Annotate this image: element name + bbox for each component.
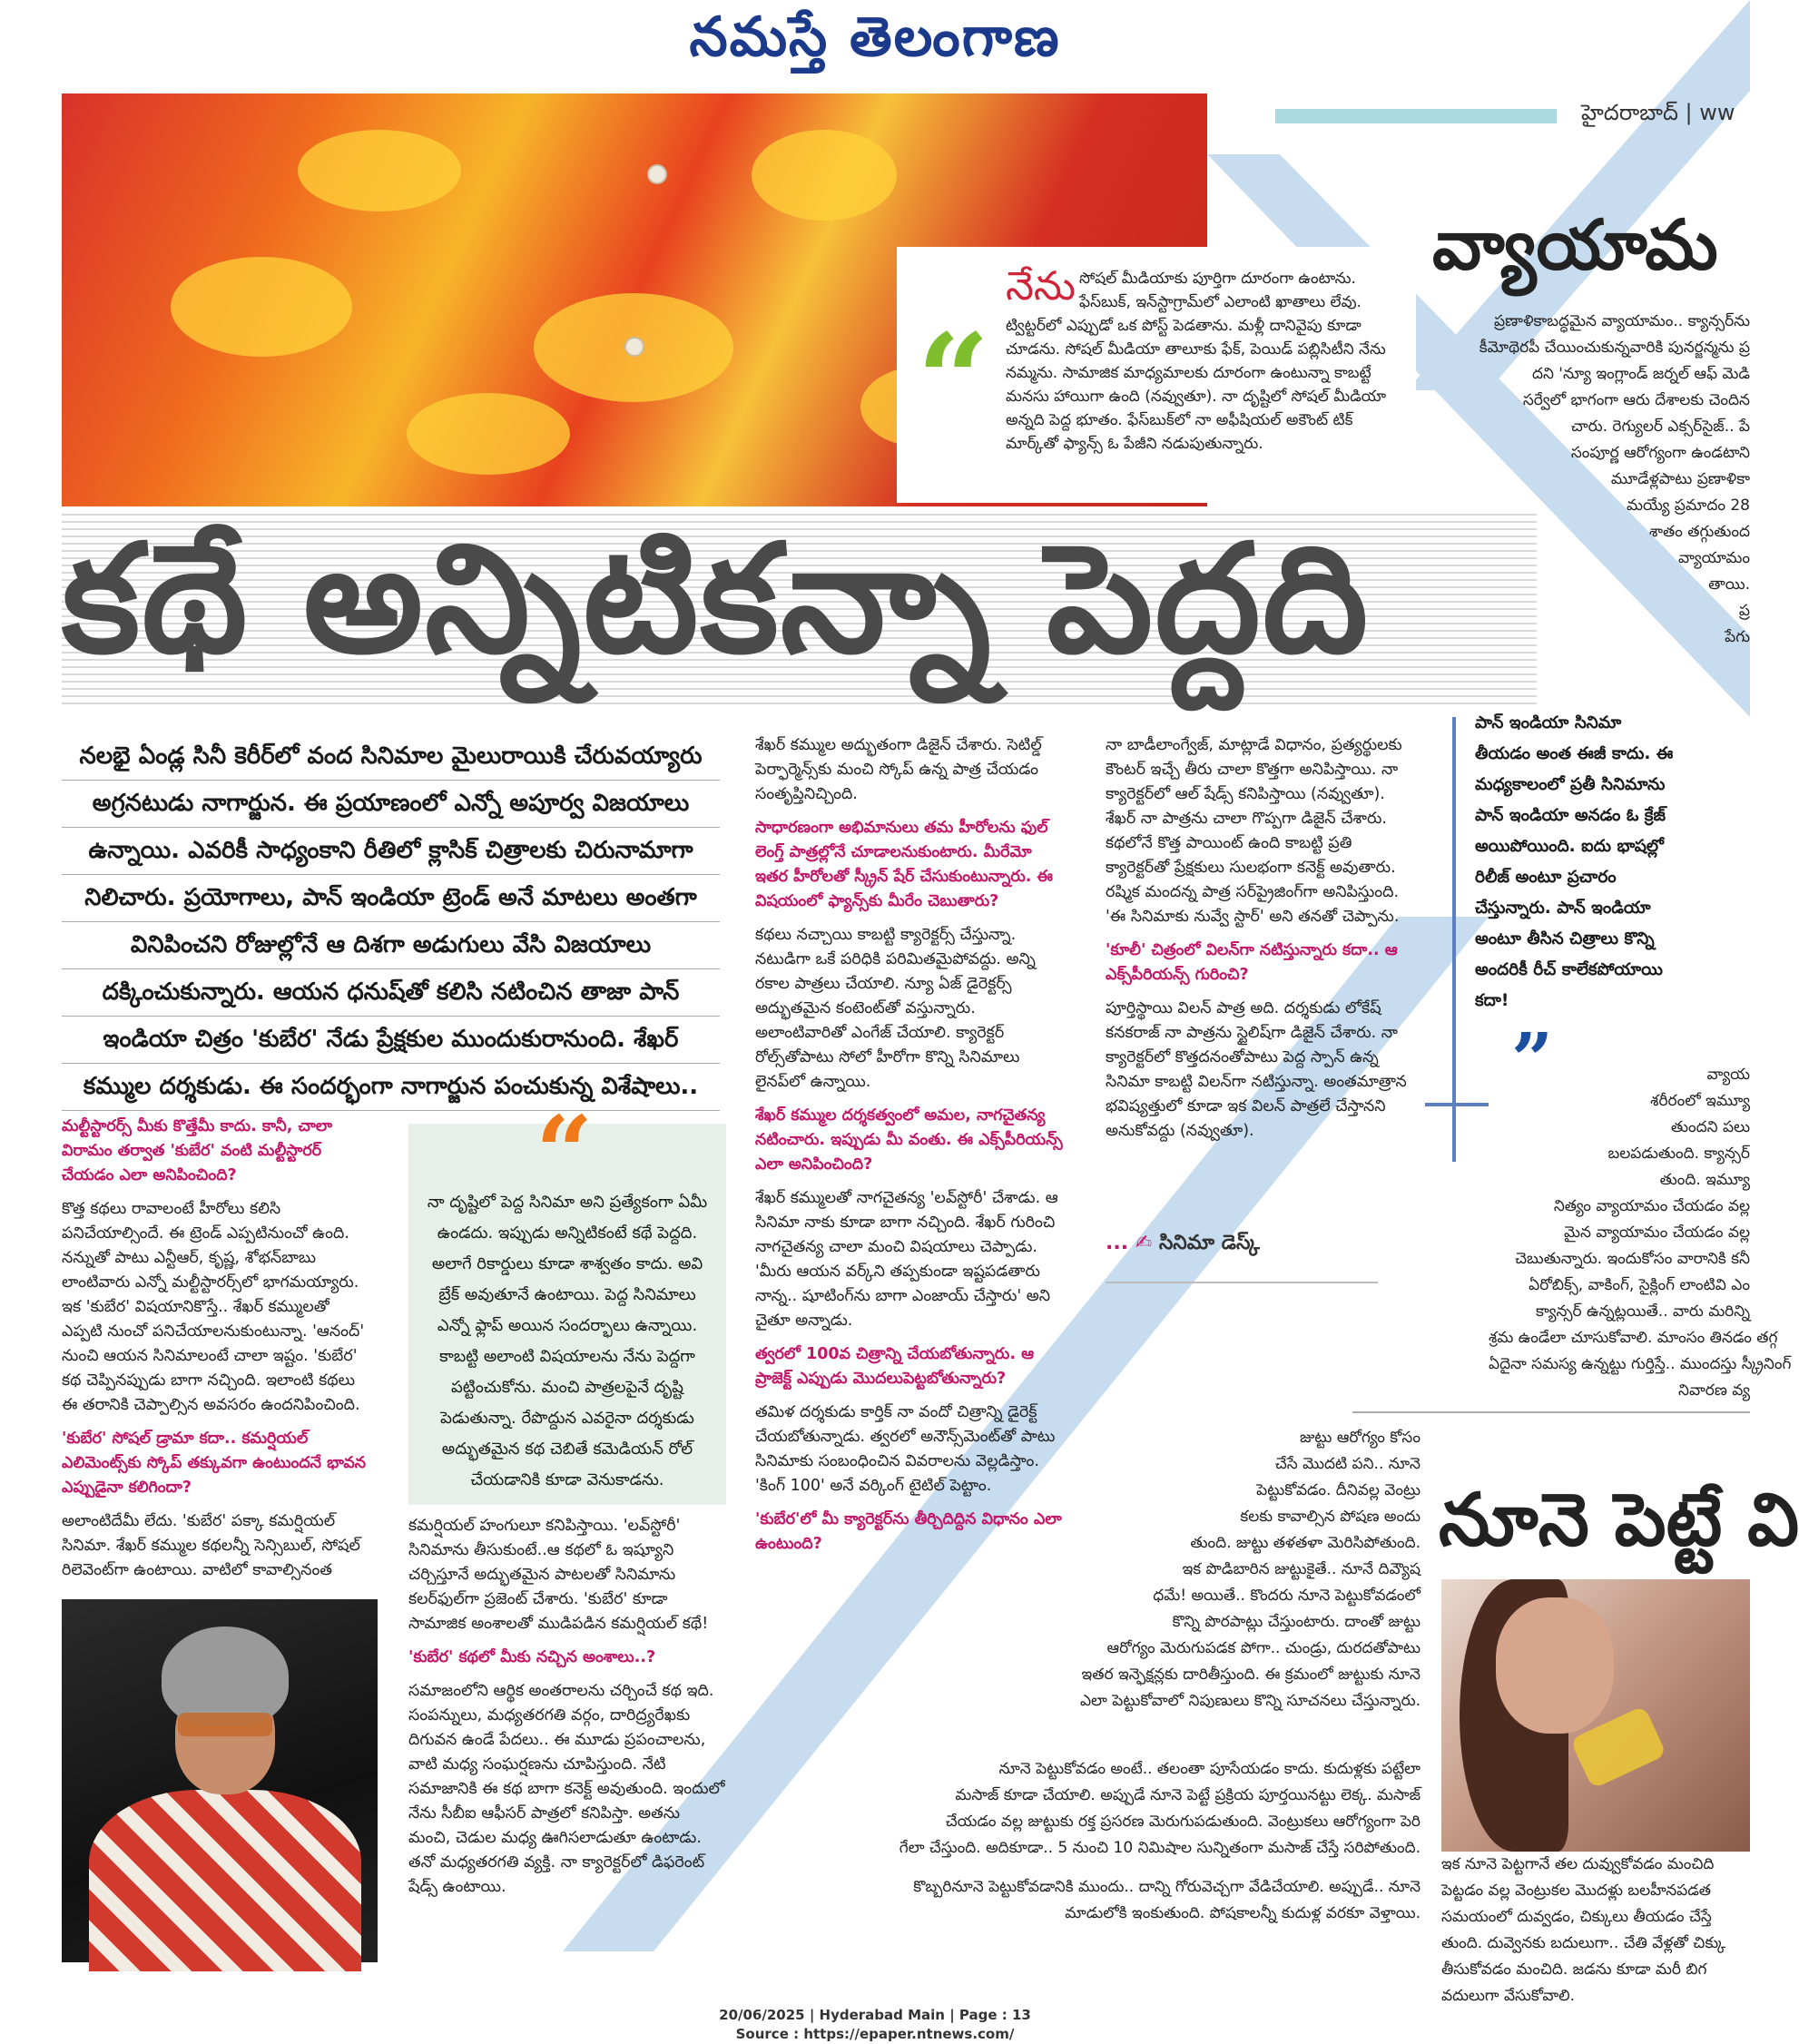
text-line: వ్యాయామం	[1678, 549, 1750, 567]
quote-close-icon: ”	[1511, 1017, 1554, 1102]
text-line: వదులుగా వేసుకోవాలి.	[1441, 1987, 1576, 2005]
divider	[1352, 1411, 1750, 1413]
answer: కొత్త కథలు రావాలంటే హీరోలు కలిసి పనిచేయాల్సిందే. ఈ ట్రెండ్ ఎప్పటినుంచో ఉంది. నన్నుతో పాటు ఎన్టీఆర్, కృష్ణ, శోభన్‌బాబు లాంటివారు ఎన్నో మల్టీస్టారర్స్‌లో భాగమయ్యారు. ఇక 'కుబేర' విషయానికొస్తే.. శేఖర్ కమ్ములతో ఎప్పటి నుంచో పనిచేయాలనుకుంటున్నా. 'ఆనంద్' నుంచి ఆయన సినిమాలంటే చాలా ఇష్టం. 'కుబేర' కథ చెప్పినప్పుడు బాగా నచ్చింది. ఇలాంటి కథలు ఈ తరానికి చెప్పాల్సిన అవసరం ఉందనిపించింది.	[62, 1200, 365, 1414]
text-line	[781, 1862, 1421, 1874]
text-line: తాయి.	[1708, 575, 1750, 594]
footer	[0, 2006, 1750, 2044]
text-line: మయ్యే ప్రమాదం 28	[1626, 496, 1750, 515]
side-headline-exercise: వ్యాయామ	[1432, 204, 1718, 285]
text-line: శాతం తగ్గుతుంద	[1649, 523, 1750, 541]
text-line: ప్ర	[1738, 602, 1750, 620]
column-2	[408, 1514, 726, 1909]
answer: శేఖర్ కమ్ములతో నాగచైతన్య 'లవ్‌స్టోరీ' చేశాడు. ఆ సినిమా నాకు కూడా బాగా నచ్చింది. శేఖర్ గురించి నాగచైతన్య చాలా మంచి విషయాలు చెప్పాడు. 'మీరు ఆయన వర్క్‌ని తప్పకుండా ఇష్టపడతారు నాన్న.. షూటింగ్‌ను బాగా ఎంజాయ్ చేస్తారు' అని చైతూ అన్నాడు.	[755, 1189, 1058, 1330]
answer: తమిళ దర్శకుడు కార్తిక్ నా వందో చిత్రాన్ని డైరెక్ట్ చేయబోతున్నాడు. త్వరలో అనౌన్స్‌మెంట్‌తో పాటు సినిమాకు సంబంధించిన వివరాలను వెల్లడిస్తాం. 'కింగ్ 100' అనే వర్కింగ్ టైటిల్ పెట్టాం.	[755, 1403, 1056, 1495]
text-line: ఆరోగ్యం మెరుగుపడక పోగా.. చుండ్రు, దురదతోపాటు	[1106, 1639, 1421, 1657]
text-line: తుంది. ఇమ్యూ	[1659, 1171, 1750, 1189]
answer: సమాజంలోని ఆర్థిక అంతరాలను చర్చించే కథ ఇది. సంపన్నులు, మధ్యతరగతి వర్గం, దారిద్ర్యరేఖకు దిగువన ఉండే పేదలు.. ఈ మూడు ప్రపంచాలను, వాటి మధ్య సంఘర్షణను చూపిస్తుంది. నేటి సమాజానికి ఈ కథ బాగా కనెక్ట్ అవుతుంది. ఇందులో నేను సీబీఐ ఆఫీసర్ పాత్రలో కనిపిస్తా. అతను మంచి, చెడుల మధ్య ఊగిసలాడుతూ ఉంటాడు. తనో మధ్యతరగతి వ్యక్తి. నా క్యారెక్టర్‌లో డిఫరెంట్ షేడ్స్ ఉంటాయి.	[408, 1682, 725, 1896]
city-label: హైదరాబాద్ | ww	[1581, 100, 1735, 125]
text-line: మూడేళ్లపాటు ప్రణాళికా	[1610, 470, 1750, 488]
text-line: నిత్యం వ్యాయామం చేయడం వల్ల	[1553, 1197, 1750, 1215]
main-headline-band	[62, 508, 1537, 708]
question: త్వరలో 100వ చిత్రాన్ని చేయబోతున్నారు. ఆ ప్రాజెక్ట్ ఎప్పుడు మొదలుపెట్టబోతున్నారు?	[755, 1345, 1035, 1388]
intro-line: దక్కించుకున్నారు. ఆయన ధనుష్‌తో కలిసి నటించిన తాజా పాన్	[62, 969, 720, 1017]
byline-dots: ...	[1106, 1232, 1129, 1254]
text-line: ప్రణాళికాబద్ధమైన వ్యాయామం.. క్యాన్సర్‌ను	[1493, 312, 1750, 330]
side-article-exercise-cont	[1489, 1062, 1792, 1404]
intro-line: ఇండియా చిత్రం 'కుబేర' నేడు ప్రేక్షకుల ముందుకురానుంది. శేఖర్	[62, 1017, 720, 1064]
text-line: దని 'న్యూ ఇంగ్లాండ్ జర్నల్ ఆఫ్ మెడి	[1531, 365, 1750, 383]
answer: శేఖర్ కమ్ముల అద్భుతంగా డిజైన్ చేశారు. సెటిల్డ్ పెర్ఫార్మెన్స్‌కు మంచి స్కోప్ ఉన్న పాత్ర చేయడం సంతృప్తినిచ్చింది.	[755, 736, 1042, 803]
text-line: చేయడం వల్ల జుట్టుకు రక్త ప్రసరణ మెరుగుపడుతుంది. వెంట్రుకలు ఆరోగ్యంగా పెరి	[945, 1813, 1421, 1831]
text-line: క్యాన్సర్ ఉన్నట్లయితే.. వారు మరిన్ని	[1536, 1302, 1750, 1321]
divider	[1106, 1282, 1378, 1283]
text-line: మైన వ్యాయామం చేయడం వల్ల	[1564, 1223, 1750, 1242]
text-line: సంపూర్ణ ఆరోగ్యంగా ఉండటాని	[1570, 444, 1750, 462]
pen-icon: ✍	[1135, 1232, 1153, 1254]
footer-source: Source : https://epaper.ntnews.com/	[735, 2026, 1015, 2042]
text-line: జుట్టు ఆరోగ్యం కోసం	[1299, 1429, 1421, 1447]
column-4	[1106, 733, 1419, 1153]
text-line: సర్వేలో భాగంగా ఆరు దేశాలకు చెందిన	[1522, 391, 1750, 409]
byline	[1106, 1232, 1260, 1259]
answer: కథలు నచ్చాయి కాబట్టి క్యారెక్టర్స్ చేస్తున్నా. నటుడిగా ఒకే పరిధికి పరిమితమైపోవద్దు. అన్ని రకాల పాత్రలు చేయాలి. న్యూ ఏజ్ డైరెక్టర్స్ అద్భుతమైన కంటెంట్‌తో వస్తున్నారు. అలాంటివారితో ఎంగేజ్ చేయాలి. క్యారెక్టర్ రోల్స్‌తోపాటు సోలో హీరోగా కొన్ని సినిమాలు లైనప్‌లో ఉన్నాయి.	[755, 926, 1036, 1091]
quote-open-orange-icon: “	[536, 1094, 594, 1211]
text-line: ఇక పొడిబారిన జుట్టుకైతే.. నూనే దివ్యౌష	[1182, 1560, 1421, 1578]
text-line: తుంది. జుట్టు తళతళా మెరిసిపోతుంది.	[1190, 1534, 1421, 1552]
nagarjuna-photo	[62, 1599, 378, 1962]
question: మల్టీస్టారర్స్ మీకు కొత్తేమీ కాదు. కానీ, చాలా విరామం తర్వాత 'కుబేర' వంటి మల్టీస్టారర్ చేయడం ఎలా అనిపించింది?	[62, 1117, 333, 1184]
text-line: కీమోథెరపీ చేయించుకున్నవారికి పునర్జన్మను ప్ర	[1479, 339, 1750, 357]
text-line: శరీరంలో ఇమ్యూ	[1650, 1092, 1750, 1110]
intro-line: వినిపించని రోజుల్లోనే ఆ దిశగా అడుగులు వేసి విజయాలు	[62, 922, 720, 969]
text-line: కొబ్బరినూనె పెట్టుకోవడానికి ముందు.. దాన్ని గోరువెచ్చగా వేడిచేయాలి. అప్పుడే.. నూనె	[913, 1878, 1421, 1896]
column-1	[62, 1115, 375, 1592]
text-line: ఏదైనా సమస్య ఉన్నట్టు గుర్తిస్తే.. ముందస్తు స్క్రీనింగ్	[1489, 1355, 1792, 1373]
text-line: ఇక నూనె పెట్టగానే తల దువ్వుకోవడం మంచిది	[1441, 1855, 1715, 1873]
byline-text: సినిమా డెస్క్	[1158, 1232, 1260, 1254]
text-line: ఎలా పెట్టుకోవాలో నిపుణులు కొన్ని సూచనలు చేస్తున్నారు.	[1079, 1692, 1421, 1710]
intro-line: అగ్రనటుడు నాగార్జున. ఈ ప్రయాణంలో ఎన్నో అపూర్వ విజయాలు	[62, 781, 720, 828]
text-line: తుంది. దువ్వెనకు బదులుగా.. చేతి వేళ్లతో చిక్కు	[1441, 1934, 1726, 1952]
answer: నా బాడీలాంగ్వేజ్, మాట్లాడే విధానం, ప్రత్యర్థులకు కౌంటర్ ఇచ్చే తీరు చాలా కొత్తగా అనిపిస్తాయి. నా క్యారెక్టర్‌లో ఆల్ షేడ్స్ కనిపిస్తాయి (నవ్వుతూ). శేఖర్ నా పాత్రను చాలా గొప్పగా డిజైన్ చేశారు. కథలోనే కొత్త పాయింట్ ఉంది కాబట్టి ప్రతి క్యారెక్టర్‌తో ప్రేక్షకులు సులభంగా కనెక్ట్ అవుతారు. రష్మిక మందన్న పాత్ర సర్‌ప్రైజింగ్‌గా అనిపిస్తుంది. 'ఈ సినిమాకు నువ్వే స్టార్' అని తనతో చెప్పాను.	[1106, 736, 1402, 926]
answer: అలాంటిదేమీ లేదు. 'కుబేర' పక్కా కమర్షియల్ సినిమా. శేఖర్ కమ్ముల కథలన్నీ సెన్సిబుల్, సోషల్ రిలెవెంట్‌గా ఉంటాయి. వాటిలో కావాల్సినంత	[62, 1512, 360, 1579]
dropcap: నేను	[1006, 263, 1076, 310]
question: సాధారణంగా అభిమానులు తమ హీరోలను ఫుల్ లెంగ్త్ పాత్రల్లోనే చూడాలనుకుంటారు. మీరేమో ఇతర హీరోలతో స్క్రీన్ షేర్ చేసుకుంటున్నారు. ఈ విషయంలో ఫ్యాన్స్‌కు మీరేం చెబుతారు?	[755, 819, 1053, 910]
intro-line: నిలిచారు. ప్రయోగాలు, పాన్ ఇండియా ట్రెండ్ అనే మాటలు అంతగా	[62, 875, 720, 922]
question: 'కుబేర'లో మీ క్యారెక్టర్‌ను తీర్చిదిద్దిన విధానం ఎలా ఉంటుంది?	[755, 1510, 1062, 1553]
text-line: ఇతర ఇన్ఫెక్షన్లకు దారితీస్తుంది. ఈ క్రమంలో జుట్టుకు నూనె	[1081, 1666, 1421, 1684]
oil-body	[781, 1756, 1421, 1927]
text-line: ధమే! అయితే.. కొందరు నూనె పెట్టుకోవడంలో	[1153, 1587, 1421, 1605]
text-line: పేగు	[1725, 628, 1750, 646]
text-line: మసాజ్ కూడా చేయాలి. అప్పుడే నూనె పెట్టే ప్రక్రియ పూర్తయినట్టు లెక్క. మసాజ్	[955, 1786, 1421, 1804]
side-headline-oil: నూనె పెట్టే వి	[1439, 1478, 1799, 1562]
text-line: కలకు కావాల్సిన పోషణ అందు	[1240, 1508, 1421, 1526]
horizontal-rule	[1425, 1103, 1489, 1106]
text-line: ఏరోబిక్స్, వాకింగ్, సైక్లింగ్ లాంటివి ఎం	[1529, 1276, 1750, 1294]
intro-line: కమ్ముల దర్శకుడు. ఈ సందర్భంగా నాగార్జున పంచుకున్న విశేషాలు..	[62, 1064, 720, 1111]
pan-india-quote: పాన్ ఇండియా సినిమా తీయడం అంత ఈజీ కాదు. ఈ మధ్యకాలంలో ప్రతీ సినిమాను పాన్ ఇండియా అనడం ఓ క్రేజ్ అయిపోయింది. ఐదు భాషల్లో రిలీజ్ అంటూ ప్రచారం చేస్తున్నారు. పాన్ ఇండియా అంటూ తీసిన చిత్రాలు కొన్ని అందరికీ రీచ్ కాలేకపోయాయి కదా!	[1475, 713, 1674, 1010]
intro-block	[62, 733, 720, 1111]
text-line: గేలా చేస్తుంది. అదికూడా.. 5 నుంచి 10 నిమిషాల సున్నితంగా మసాజ్ చేస్తే సరిపోతుంది.	[899, 1839, 1421, 1857]
teal-bar	[1275, 109, 1557, 123]
oil-photo	[1441, 1579, 1750, 1852]
text-line: వ్యాయ	[1706, 1066, 1750, 1084]
text-line: నివారణ వ్య	[1678, 1381, 1750, 1400]
text-line: చెబుతున్నారు. ఇందుకోసం వారానికి కనీ	[1515, 1250, 1750, 1268]
oil-right-column	[1441, 1852, 1750, 2010]
text-line: శ్రమ ఉండేలా చూసుకోవాలి. మాంసం తినడం తగ్గ	[1489, 1329, 1778, 1347]
quote-text: సోషల్ మీడియాకు పూర్తిగా దూరంగా ఉంటాను. ఫేస్‌బుక్, ఇన్‌స్టాగ్రామ్‌లో ఎలాంటి ఖాతాలు లేవు. ట్విట్టర్‌లో ఎప్పుడో ఒక పోస్ట్ పెడతాను. మళ్లీ దానివైపు కూడా చూడను. సోషల్ మీడియా తాలూకు ఫేక్, పెయిడ్ పబ్లిసిటీని నేను నమ్మను. సామాజిక మాధ్యమాలకు దూరంగా ఉంటున్నా కాబట్టే మనసు హాయిగా ఉంది (నవ్వుతూ). నా దృష్టిలో సోషల్ మీడియా అన్నది పెద్ద భూతం. ఫేస్‌బుక్‌లో నా అఫీషియల్ అకౌంట్ టిక్ మార్క్‌తో ఫ్యాన్స్ ఓ పేజీని నడుపుతున్నారు.	[1006, 270, 1387, 453]
quote-open-icon: “	[917, 307, 990, 456]
answer: పూర్తిస్థాయి విలన్ పాత్ర అది. దర్శకుడు లోకేష్ కనకరాజ్ నా పాత్రను స్టైలిష్‌గా డిజైన్ చేశారు. నా క్యారెక్టర్‌లో కొత్తదనంతోపాటు పెద్ద స్పాన్ ఉన్న సినిమా కాబట్టి విలన్‌గా నటిస్తున్నా. అంతమాత్రాన భవిష్యత్తులో కూడా ఇక విలన్ పాత్రలే చేస్తానని అనుకోవద్దు (నవ్వుతూ).	[1106, 999, 1407, 1140]
text-line: కొన్ని పొరపాట్లు చేస్తుంటారు. దాంతో జుట్టు	[1172, 1613, 1421, 1631]
main-headline: కథే అన్నిటికన్నా పెద్దది	[62, 512, 1371, 686]
text-line: చేసే మొదటి పని.. నూనె	[1274, 1455, 1421, 1473]
text-line: పెట్టుకోవడం. దీనివల్ల వెంట్రు	[1256, 1481, 1421, 1499]
footer-date-page: 20/06/2025 | Hyderabad Main | Page : 13	[719, 2007, 1031, 2023]
oil-intro	[962, 1425, 1421, 1715]
text-line: చారు. రెగ్యులర్ ఎక్సర్‌సైజ్.. పే	[1570, 418, 1750, 436]
text-line: బలపడుతుంది. క్యాన్సర్	[1607, 1145, 1750, 1163]
question: 'కూలీ' చిత్రంలో విలన్‌గా నటిస్తున్నారు కదా.. ఆ ఎక్స్‌పీరియన్స్ గురించి?	[1106, 941, 1398, 984]
question: 'కుబేర' సోషల్ డ్రామా కదా.. కమర్షియల్ ఎలిమెంట్స్‌కు స్కోప్ తక్కువగా ఉంటుందనే భావన ఎప్పుడైనా కలిగిందా?	[62, 1430, 367, 1497]
text-line: సమయంలో దువ్వడం, చిక్కులు తీయడం చేస్తే	[1441, 1908, 1712, 1926]
text-line: తీసుకోవడం మంచిది. జడను కూడా మరీ బిగ	[1441, 1960, 1707, 1979]
pull-quote-text: నా దృష్టిలో పెద్ద సినిమా అని ప్రత్యేకంగా ఏమీ ఉండదు. ఇప్పుడు అన్నిటికంటే కథే పెద్దది. అలాగే రికార్డులు కూడా శాశ్వతం కాదు. అవి బ్రేక్ అవుతూనే ఉంటాయి. పెద్ద సినిమాలు ఎన్నో ఫ్లాప్ అయిన సందర్భాలు ఉన్నాయి. కాబట్టి అలాంటి విషయాలను నేను పెద్దగా పట్టించుకోను. మంచి పాత్రలపైనే దృష్టి పెడుతున్నా. రేపొద్దున ఎవరైనా దర్శకుడు అద్భుతమైన కథ చెబితే కమెడియన్ రోల్ చేయడానికి కూడా వెనుకాడను.	[427, 1193, 708, 1489]
question: 'కుబేర' కథలో మీకు నచ్చిన అంశాలు..?	[408, 1648, 656, 1666]
text-line: తుందని పలు	[1670, 1118, 1750, 1136]
text-line: పెట్టడం వల్ల వెంట్రుకల మొదళ్లు బలహీనపడత	[1441, 1882, 1712, 1900]
question: శేఖర్ కమ్ముల దర్శకత్వంలో అమల, నాగచైతన్య నటించారు. ఇప్పుడు మీ వంతు. ఈ ఎక్స్‌పీరియన్స్ ఎలా అనిపించింది?	[755, 1106, 1063, 1174]
intro-line: ఉన్నాయి. ఎవరికీ సాధ్యంకాని రీతిలో క్లాసిక్ చిత్రాలకు చిరునామాగా	[62, 828, 720, 875]
vertical-rule	[1452, 717, 1456, 1162]
answer: కమర్షియల్ హంగులూ కనిపిస్తాయి. 'లవ్‌స్టోరీ' సినిమాను తీసుకుంటే..ఆ కథలో ఓ ఇష్యూని చర్చిస్తూనే అద్భుతమైన పాటలతో సినిమాను కలర్‌ఫుల్‌గా ప్రజెంట్ చేశారు. 'కుబేర' కూడా సామాజిక అంశాలతో ముడిపడిన కమర్షియల్ కథే!	[408, 1517, 709, 1633]
text-line: నూనె పెట్టుకోవడం అంటే.. తలంతా పూసేయడం కాదు. కుదుళ్లకు పట్టేలా	[998, 1760, 1421, 1778]
text-line: మాడులోకి ఇంకుతుంది. పోషకాలన్నీ కుదుళ్ల వరకూ వెళ్తాయి.	[1065, 1904, 1421, 1922]
intro-line: నలభై ఏండ్ల సినీ కెరీర్‌లో వంద సినిమాల మైలురాయికి చేరువయ్యారు	[62, 733, 720, 781]
newspaper-title: నమస్తే తెలంగాణ	[689, 5, 1061, 69]
